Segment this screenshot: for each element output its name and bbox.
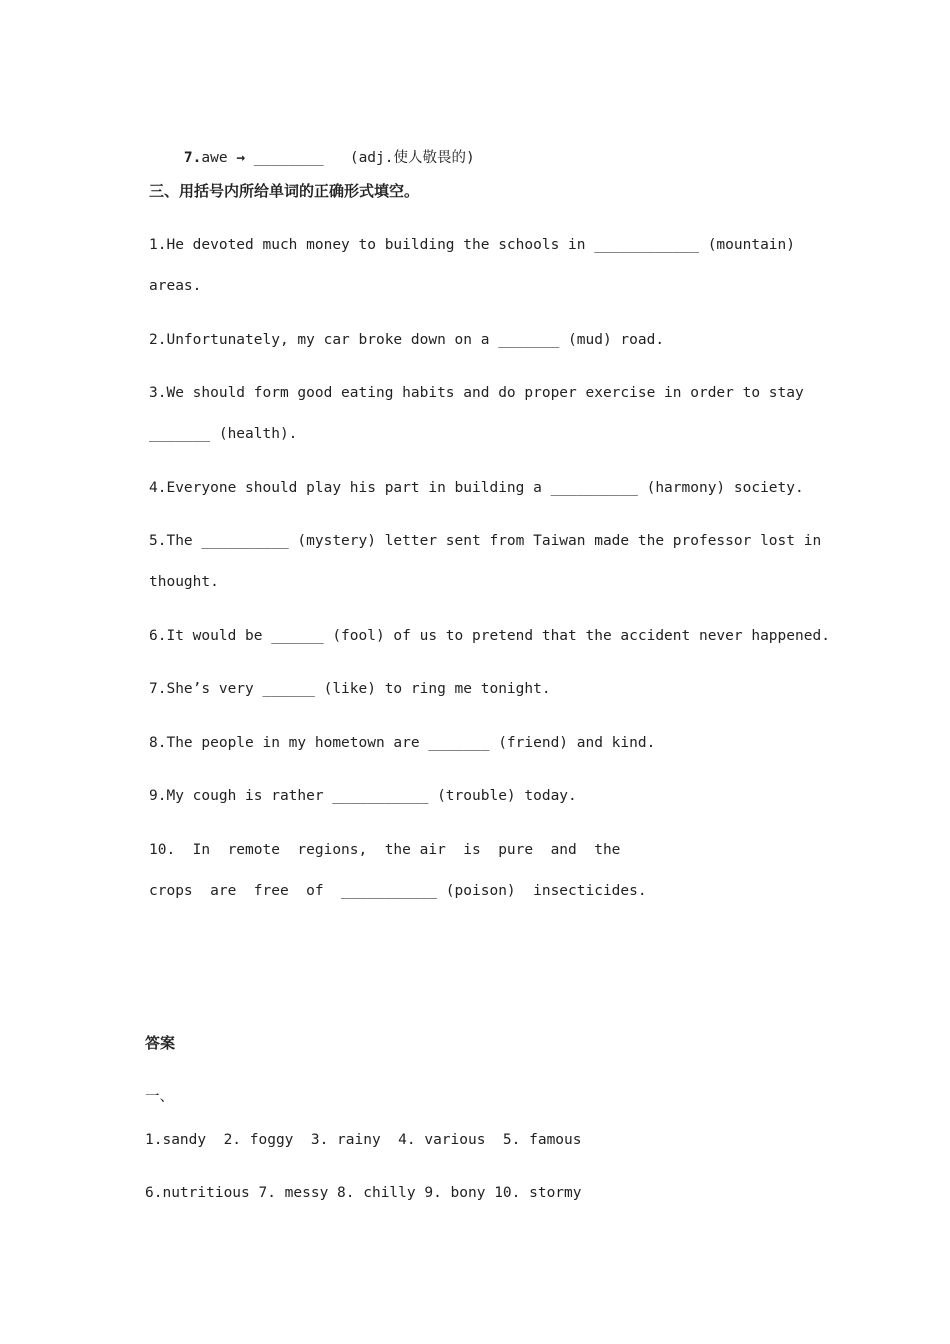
arrow-icon: →	[236, 150, 246, 166]
vocab-hint: (adj.使人敬畏的)	[349, 150, 475, 166]
question-10-line-1: 10. In remote regions, the air is pure and the	[149, 842, 621, 858]
question-4: 4.Everyone should play his part in building a __________ (harmony) society.	[149, 480, 804, 496]
vocab-number: 7.	[183, 150, 202, 166]
question-6: 6.It would be ______ (fool) of us to pretend that the accident never happened.	[149, 628, 830, 644]
question-7: 7.She’s very ______ (like) to ring me tonight.	[149, 681, 551, 697]
answers-part-1-label: 一、	[145, 1089, 174, 1105]
question-2: 2.Unfortunately, my car broke down on a _______ (mud) road.	[149, 332, 665, 348]
question-8: 8.The people in my hometown are _______ (friend) and kind.	[149, 735, 656, 751]
section-3-heading: 三、用括号内所给单词的正确形式填空。	[149, 182, 420, 200]
vocab-word: awe	[201, 150, 228, 166]
question-1-line-2: areas.	[149, 278, 202, 294]
answers-row-1: 1.sandy 2. foggy 3. rainy 4. various 5. famous	[145, 1132, 582, 1148]
vocab-blank: ________	[253, 150, 324, 166]
answers-row-2: 6.nutritious 7. messy 8. chilly 9. bony 10. stormy	[145, 1185, 582, 1201]
answers-heading: 答案	[145, 1034, 176, 1052]
question-5-line-2: thought.	[149, 574, 219, 590]
question-1-line-1: 1.He devoted much money to building the schools in ____________ (mountain)	[149, 237, 796, 253]
question-9: 9.My cough is rather ___________ (trouble) today.	[149, 788, 577, 804]
question-5-line-1: 5.The __________ (mystery) letter sent from Taiwan made the professor lost in	[149, 533, 822, 549]
question-3-line-1: 3.We should form good eating habits and do proper exercise in order to stay	[149, 385, 804, 401]
vocab-item-7	[149, 128, 475, 188]
question-10-line-2: crops are free of ___________ (poison) insecticides.	[149, 883, 647, 899]
question-3-line-2: _______ (health).	[149, 426, 298, 442]
